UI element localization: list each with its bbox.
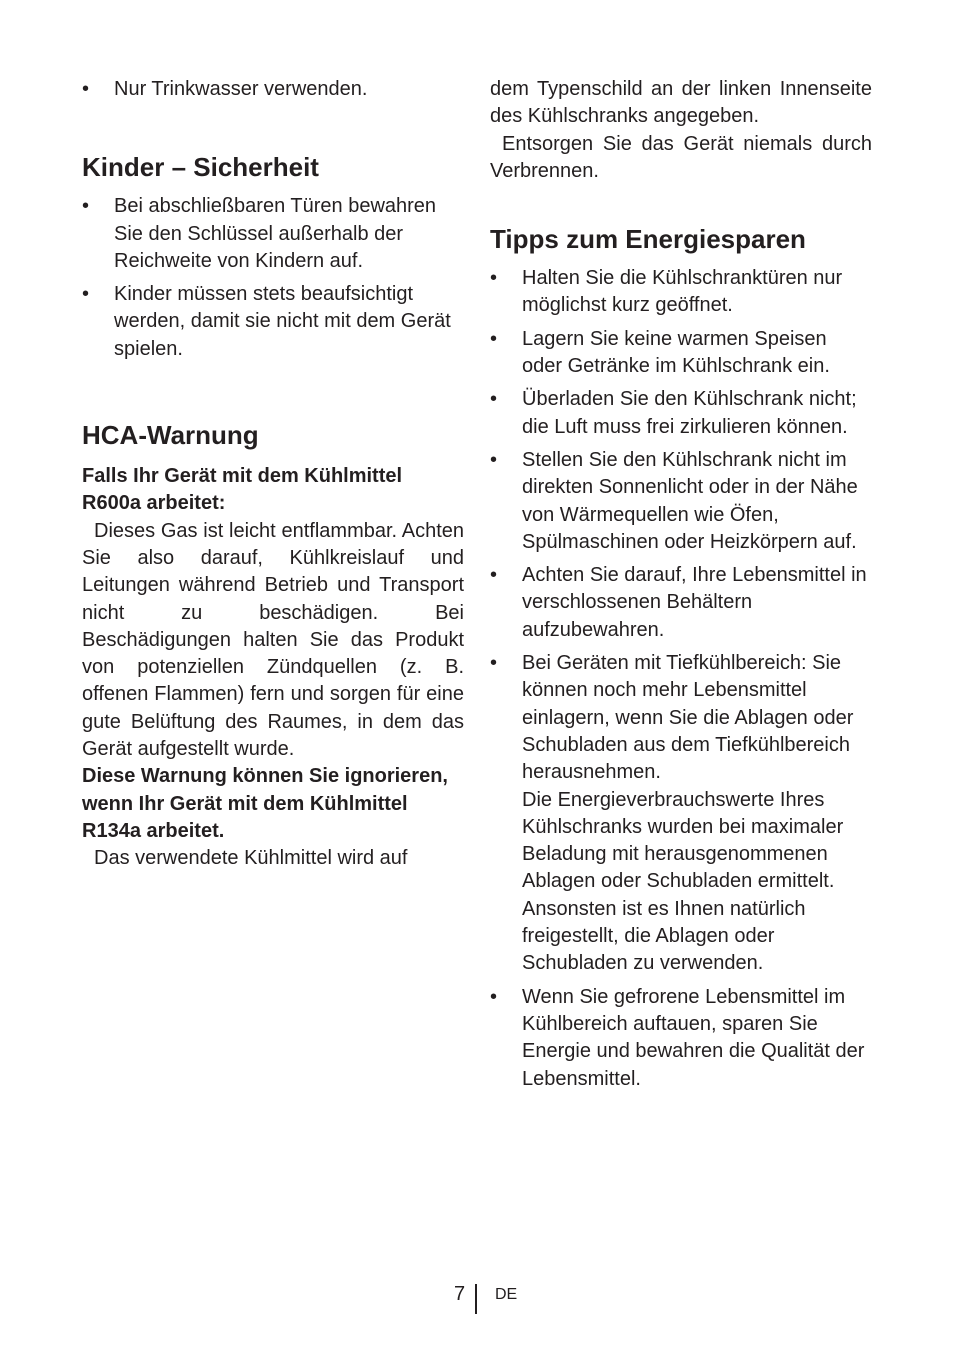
section-heading-energy: Tipps zum Energiesparen <box>490 224 806 255</box>
list-item: • Stellen Sie den Kühlschrank nicht im direkten Sonnenlicht oder in der Nähe von Wärmequellen wie Öfen, Spülmaschinen oder Heizkörpern auf. <box>490 447 872 556</box>
disposal-text: Entsorgen Sie das Gerät niemals durch Verbrennen. <box>490 132 872 182</box>
list-item: • Wenn Sie gefrorene Lebensmittel im Kühlbereich auftauen, sparen Sie Energie und bewahren die Qualität der Lebensmittel. <box>490 984 872 1093</box>
list-item-freezer <box>490 650 872 978</box>
left-column <box>82 76 464 873</box>
list-item: • Lagern Sie keine warmen Speisen oder Getränke im Kühlschrank ein. <box>490 326 872 381</box>
list-item: • Nur Trinkwasser verwenden. <box>82 76 464 103</box>
list-item: • Halten Sie die Kühlschranktüren nur möglichst kurz geöffnet. <box>490 265 872 320</box>
hca-subheading: Falls Ihr Gerät mit dem Kühlmittel R600a arbeitet: <box>82 465 403 515</box>
page-number: 7 <box>454 1283 466 1305</box>
list-item: • Überladen Sie den Kühlschrank nicht; die Luft muss frei zirkulieren können. <box>490 386 872 441</box>
right-column <box>490 76 872 1099</box>
intro-list <box>82 76 464 103</box>
hca-paragraph: Dieses Gas ist leicht entflammbar. Achten Sie also darauf, Kühlkreislauf und Leitungen während Betrieb und Transport nicht zu beschädigen. Bei Beschädigungen halten Sie das Produkt von potenziellen Zündquellen (z. B. offenen Flammen) fern und sorgen für eine gute Belüftung des Raumes, in dem das Gerät aufgestellt wurde. <box>82 519 464 761</box>
list-item: • Bei abschließbaren Türen bewahren Sie den Schlüssel außerhalb der Reichweite von Kindern auf. <box>82 193 464 275</box>
list-item: • Achten Sie darauf, Ihre Lebensmittel in verschlossenen Behältern aufzubewahren. <box>490 562 872 644</box>
energy-list <box>490 265 872 1093</box>
kinder-list <box>82 193 464 363</box>
continuation-text: dem Typenschild an der linken Innenseite des Kühlschranks angegeben. <box>490 78 872 128</box>
section-heading-kinder: Kinder – Sicherheit <box>82 152 319 183</box>
page-footer <box>0 1282 954 1314</box>
hca-bold-warning: Diese Warnung können Sie ignorieren, wenn Ihr Gerät mit dem Kühlmittel R134a arbeitet. <box>82 765 448 842</box>
footer-divider <box>475 1284 477 1314</box>
freezer-note: Die Energieverbrauchswerte Ihres Kühlschranks wurden bei maximaler Beladung mit herausgenommenen Ablagen oder Schubladen ermittelt. Ansonsten ist es Ihnen natürlich freigestellt, die Ablagen oder Schubladen zu verwenden. <box>522 788 844 975</box>
list-item: • Kinder müssen stets beaufsichtigt werden, damit sie nicht mit dem Gerät spielen. <box>82 281 464 363</box>
freezer-item-text: Bei Geräten mit Tiefkühlbereich: Sie können noch mehr Lebensmittel einlagern, wenn Sie die Ablagen oder Schubladen aus dem Tiefkühlbereich herausnehmen. <box>522 652 854 784</box>
language-code: DE <box>495 1286 518 1303</box>
hca-trailing-text: Das verwendete Kühlmittel wird auf <box>94 847 408 870</box>
section-heading-hca: HCA-Warnung <box>82 420 259 451</box>
